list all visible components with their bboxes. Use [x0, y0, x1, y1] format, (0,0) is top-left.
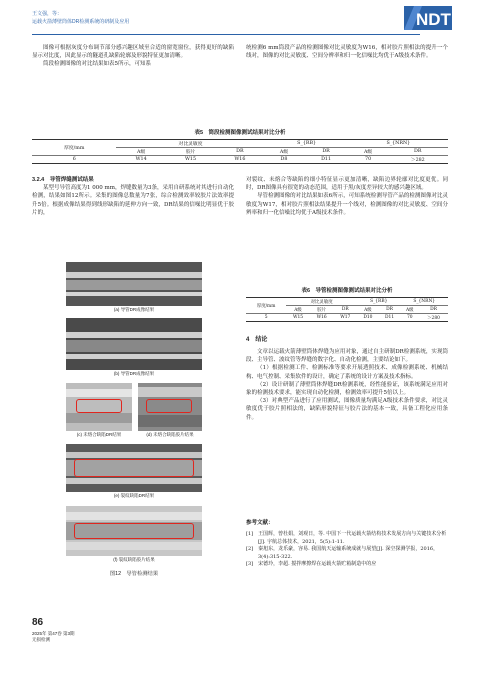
- references-list: [246, 531, 448, 569]
- paragraph: （3）对典型产品进行了应用测试，图像质量均满足A级技术条件要求，对比灵敏度优于胶片照相法的，缺陷形貌特征与胶片法的基本一致，具备工程化应用条件。: [246, 398, 448, 421]
- table-cell: D11: [321, 157, 332, 162]
- table6-col-thickness: 厚度/mm: [246, 298, 286, 314]
- top-left-text: [32, 44, 234, 69]
- table-cell: 6: [72, 157, 76, 162]
- table-header-cell: DR: [419, 306, 448, 314]
- table-header-cell: 胶片: [166, 148, 215, 156]
- ndt-logo: [404, 6, 452, 30]
- table6-caption: 表6 导管检测图像测试结果对比分析: [301, 288, 393, 294]
- table-cell: W16: [316, 315, 327, 320]
- figure-panel-b: [66, 318, 202, 370]
- table-cell: W14: [135, 157, 147, 162]
- table5-group-srb: S_{RB}: [265, 140, 349, 148]
- table6-group-srb: S_{RB}: [357, 298, 400, 306]
- conclusion-text: [246, 348, 448, 422]
- figure-label-b: (b) 导管DR成像结果: [113, 371, 155, 376]
- header-authors: 王文强，等：: [32, 11, 63, 17]
- table5-group-snr: S_{NRN}: [349, 140, 448, 148]
- table5-caption: 表5 筒段检测图像测试结果对比分析: [194, 130, 286, 136]
- running-header: [32, 10, 448, 42]
- table-cell: ＞282: [410, 158, 425, 163]
- reference-item: [2] 秦旭东，龙乐豪，容易. 我国航天运输系统成就与展望[J]. 深空探测学报，2016，3(4):315-322.: [246, 546, 439, 560]
- table-header-cell: A级: [286, 306, 310, 314]
- table-header-cell: A级: [265, 148, 304, 156]
- table-cell: W16: [234, 157, 246, 162]
- paragraph: 图像可根据灰度分布调节部分感兴趣区域至合适的窗宽窗位，获得更好的缺陷显示对比度，因此显示的隧道孔缺陷轮廓及形貌特征更加清晰。: [32, 45, 234, 60]
- paragraph: （2）设计研制了薄壁筒体焊缝DR检测系统，经性能验证，该系统满足应用对象的检测技术要求，能实现自动化检测，检测效率可提升5倍以上。: [246, 381, 448, 397]
- header-title: 运载火箭薄壁筒体DR检测系统的研制及应用: [32, 19, 130, 25]
- table-cell: ＞280: [427, 315, 440, 321]
- table-row: [246, 314, 448, 322]
- figure-caption: 图12 导管检测结果: [109, 571, 159, 577]
- table-cell: W15: [184, 157, 197, 162]
- journal-name: 无损检测: [32, 637, 50, 642]
- paragraph: 对裂纹、未熔合等缺陷的细小特征显示更加清晰，缺陷边界轮廓对比度更优。同时，DR图像具有很宽的动态范围，适用于黑/灰度差异较大的感兴趣区域。: [246, 177, 448, 192]
- page-footer: [32, 617, 75, 642]
- table5-col-thickness: 厚度/mm: [32, 140, 116, 156]
- table5: [32, 139, 448, 164]
- table6-group-contrast: 对比灵敏度: [286, 298, 357, 306]
- right-mid-text: [246, 176, 448, 217]
- table-cell: W17: [340, 315, 351, 320]
- table-cell: 5: [264, 315, 268, 320]
- table-header-cell: DR: [333, 306, 357, 314]
- table-cell: 70: [406, 315, 413, 320]
- table-cell: W15: [292, 315, 304, 320]
- header-rule: [32, 34, 420, 35]
- table-cell: D10: [363, 315, 373, 320]
- table6-group-snr: S_{NRN}: [400, 298, 448, 306]
- figure-label-a: (a) 导管DR成像结果: [113, 307, 155, 312]
- table-header-cell: 胶片: [310, 306, 334, 314]
- table-header-cell: A级: [116, 148, 165, 156]
- figure-label-e: (e) 裂纹缺陷DR结果: [113, 493, 155, 498]
- figure-label-f: (f) 裂纹缺陷胶片结果: [113, 557, 155, 562]
- table-header-cell: A级: [357, 306, 379, 314]
- page-number: 86: [32, 617, 44, 628]
- figure-label-c: (c) 未熔合缺陷DR结果: [76, 432, 122, 437]
- reference-item: [1] 王国辉，曾杜娟，刘观日，等. 中国下一代运载火箭结构技术发展方向与关键技术分析[J]. 宇航总体技术，2021，5(5):1-11.: [246, 531, 447, 545]
- svg-text:NDT: NDT: [416, 10, 451, 29]
- section-3-2-4: [32, 176, 234, 217]
- paragraph: 筒段检测图像的对比结果如表5所示，可知系: [43, 61, 152, 68]
- figure-panel-a: [66, 262, 202, 306]
- paragraph: （1）根据检测工件、检测标准等要求开展透照技术、成像检测系统、机械结构、电气控制、采集软件的设计，确定了系统的设计方案及技术指标。: [246, 365, 448, 380]
- table-cell: D8: [280, 157, 288, 162]
- figure-panel-c: [66, 383, 132, 431]
- table-header-cell: DR: [388, 148, 448, 156]
- table-header-cell: DR: [379, 306, 401, 314]
- top-right-text: [246, 44, 448, 60]
- table-cell: D11: [385, 315, 395, 320]
- table5-group-contrast: 对比灵敏度: [116, 140, 264, 148]
- journal-info: [32, 631, 152, 643]
- table6: [246, 297, 448, 322]
- table-header-cell: DR: [215, 148, 264, 156]
- conclusion-heading: 4 结论: [246, 337, 268, 343]
- table-header-cell: A级: [400, 306, 419, 314]
- section-heading: 3.2.4 导管焊缝测试结果: [32, 177, 94, 183]
- figure-panel-f: [66, 506, 202, 556]
- paragraph: 统检测6 mm筒段产品的检测图像对比灵敏度为W16，相对胶片照相法的提升一个线对，图像的对比灵敏度、空间分辨率和归一化信噪比均优于A级技术条件。: [246, 45, 448, 60]
- figure-panel-e: [66, 444, 202, 492]
- figure-panel-d: [138, 383, 202, 431]
- paragraph: 某型号导管高度为1 000 mm，焊缝数量为3条，采用自研系统对其进行自动化检测，结果如图12所示。采集的图像总数量为7张，综合检测效率较胶片法效率提升5倍。根据成像结果得到线形缺陷的延伸方向一致，DR结果的信噪比明显优于胶片的，: [32, 185, 234, 216]
- figure-label-d: (d) 未熔合缺陷胶片结果: [146, 432, 194, 437]
- journal-issue: 2025年 第47卷 第3期: [32, 631, 75, 636]
- reference-item: [3] 宋德玲，李超. 搅拌摩擦焊在运载火箭贮箱制造中的应: [246, 561, 377, 568]
- table-header-cell: A级: [349, 148, 388, 156]
- table-header-cell: DR: [303, 148, 348, 156]
- references-heading: 参考文献：: [246, 520, 274, 526]
- table-cell: 70: [365, 157, 372, 162]
- table-row: [32, 156, 448, 164]
- paragraph: 导管检测图像的对比结果如表6所示，可知系统检测导管产品的检测图像对比灵敏度为W17，相对胶片照相法结果提升一个线对，检测图像的对比灵敏度、空间分辨率和归一化信噪比均优于A级技术条件。: [246, 193, 448, 216]
- paragraph: 文章以运载火箭薄壁筒体焊缝为应用对象，通过自主研制DR检测系统，实现筒段、主导管、波纹管等焊缝的数字化、自动化检测，主要结论如下。: [246, 349, 448, 364]
